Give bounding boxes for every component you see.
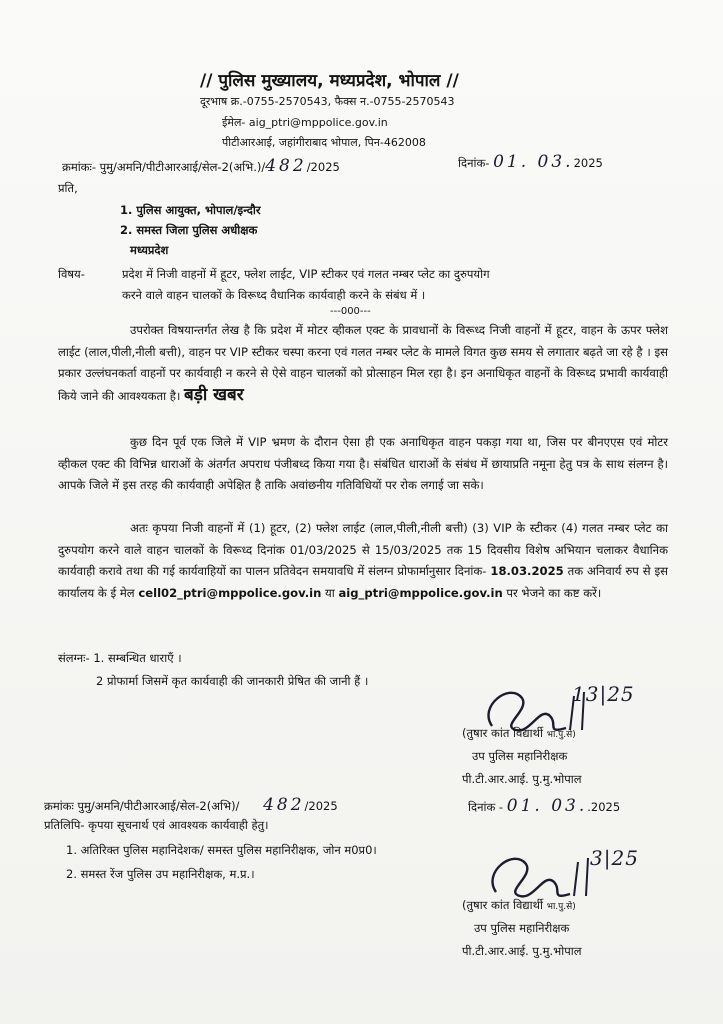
copy-item-1: 1. अतिरिक्त पुलिस महानिदेशक/ समस्त पुलिस महानिरीक्षक, जोन म0प्र0। xyxy=(66,843,377,857)
signature-2-handwritten-date: 3|25 xyxy=(590,846,639,870)
reference-number-handwritten: 482 xyxy=(265,156,307,176)
body-paragraph-1-text: उपरोक्त विषयान्तर्गत लेख है कि प्रदेश में मोटर व्हीकल एक्ट के प्रावधानों के विरूध्द निजी वाहनों में हूटर, वाहन के ऊपर फ्लेश लाईट (लाल,पीली,नीली बत्ती), वाहन पर VIP स्टीकर चस्पा करना एवं गलत नम्बर प्लेट के मामले विगत कुछ समय से लगातार बढ़ते जा रहे है । इस प्रकार उल्लंघनकर्ता वाहनों पर कार्यवाही न करने से ऐसे वाहन चालकों को प्रोत्साहन मिल रहा है। इन अनाधिकृत वाहनों के विरूध्द प्रभावी कार्यवाही किये जाने की आवश्यकता है। xyxy=(58,323,668,403)
copy-number-prefix: क्रमांकः पुमु/अमनि/पीटीआरआई/सेल-2(अभि)/ xyxy=(44,799,240,813)
letterhead-title: // पुलिस मुख्यालय, मध्यप्रदेश, भोपाल // xyxy=(200,71,459,91)
recipient-1: 1. पुलिस आयुक्त, भोपाल/इन्दौर xyxy=(120,203,261,217)
signature-1-name-text: (तुषार कांत विद्यार्थी xyxy=(462,726,543,740)
signature-2-designation: उप पुलिस महानिरीक्षक xyxy=(474,921,570,935)
subject-line-2: करने वाले वाहन चालकों के विरूध्द वैधानिक कार्यवाही करने के संबंध में । xyxy=(122,288,426,302)
body-paragraph-3 xyxy=(58,518,668,604)
signature-1-service: भा.पु.से) xyxy=(546,730,576,740)
body-paragraph-1 xyxy=(58,320,668,407)
signature-1-handwritten-date: 13|25 xyxy=(572,682,635,706)
reference-date xyxy=(458,152,603,172)
copy-year: /2025 xyxy=(304,799,338,813)
subject-label: विषय- xyxy=(58,267,85,281)
copy-date-handwritten: 01. 03. xyxy=(506,796,588,816)
signature-2-service: भा.पु.से) xyxy=(546,902,576,912)
copy-date-year: .2025 xyxy=(587,800,621,814)
reference-year: /2025 xyxy=(306,160,340,174)
body-paragraph-3-d: पर भेजने का कष्ट करें। xyxy=(506,585,602,600)
body-paragraph-3-a: अतः कृपया निजी वाहनों में (1) हूटर, (2) फ्लेश लाईट (लाल,पीली,नीली बत्ती) (3) VIP के स्टीकर (4) गलत नम्बर प्लेट का दुरुपयोग करने वाले वाहन चालकों के विरूध्द दिनांक 01/03/2025 से 15/03/2025 तक 15 दिवसीय विशेष अभियान चलाकर वैधानिक कार्यवाही करावे तथा की गई कार्यवाहियों का पालन प्रतिवेदन समयावधि में संलग्न प्रोफार्मानुसार दिनांक- xyxy=(58,521,668,578)
reference-date-label: दिनांक- xyxy=(458,156,490,170)
letterhead-phone: दूरभाष क्र.-0755-2570543, फैक्स न.-0755-2570543 xyxy=(200,95,455,108)
signature-2-name-text: (तुषार कांत विद्यार्थी xyxy=(462,898,543,912)
letterhead-email: ईमेल- aig_ptri@mppolice.gov.in xyxy=(222,116,388,129)
subject-line-1: प्रदेश में निजी वाहनों में हूटर, फ्लेश लाईट, VIP स्टीकर एवं गलत नम्बर प्लेट का दुरुपयोग xyxy=(122,267,490,281)
enclosure-item-2: 2 प्रोफार्मा जिसमें कृत कार्यवाही की जानकारी प्रेषित की जानी हैं । xyxy=(96,674,369,688)
signature-1-name xyxy=(462,726,576,741)
news-badge: बड़ी खबर xyxy=(184,384,244,405)
email-link-aig[interactable]: aig_ptri@mppolice.gov.in xyxy=(338,585,503,600)
body-paragraph-2: कुछ दिन पूर्व एक जिले में VIP भ्रमण के दौरान ऐसा ही एक अनाधिकृत वाहन पकड़ा गया था, जिस पर बीनएएस एवं मोटर व्हीकल एक्ट की विभिन्न धाराओं के अंतर्गत अपराध पंजीबध्द किया गया है। संबंधित धाराओं के संबंध में छायाप्रति नमूना हेतु पत्र के साथ संलग्न है। आपके जिले में इस तरह की कार्यवाही अपेक्षित है ताकि अवांछनीय गतिविधियों पर रोक लगाई जा सके। xyxy=(58,435,668,492)
signature-2-office: पी.टी.आर.आई. पु.मु.भोपाल xyxy=(462,944,582,958)
copy-reference-line xyxy=(44,795,338,815)
body-paragraph-3-b: तक अनिवार्य रुप से इस कार्यालय के ई मेल xyxy=(58,564,669,600)
recipient-state: मध्यप्रदेश xyxy=(130,243,169,257)
copy-item-2: 2. समस्त रेंज पुलिस उप महानिरीक्षक, म.प्र.। xyxy=(66,867,255,881)
reference-line xyxy=(62,156,340,176)
signature-1-designation: उप पुलिस महानिरीक्षक xyxy=(472,749,568,763)
enclosure-label: संलग्नः- 1. सम्बन्धित धाराएँ । xyxy=(58,651,182,665)
subject-divider: ---000--- xyxy=(330,306,371,317)
letterhead-address: पीटीआरआई, जहांगीराबाद भोपाल, पिन-462008 xyxy=(222,136,426,149)
copy-intro: प्रतिलिपि- कृपया सूचनार्थ एवं आवश्यक कार्यवाही हेतु। xyxy=(44,818,269,832)
reference-date-year: 2025 xyxy=(573,156,603,170)
to-label: प्रति, xyxy=(58,181,78,195)
copy-number-handwritten: 482 xyxy=(263,795,305,815)
signature-1-office: पी.टी.आर.आई. पु.मु.भोपाल xyxy=(462,772,582,786)
recipient-2: 2. समस्त जिला पुलिस अधीक्षक xyxy=(120,223,258,237)
reference-date-handwritten: 01. 03. xyxy=(493,152,574,172)
copy-date xyxy=(468,796,620,816)
reference-number-prefix: क्रमांकः- पुमु/अमनि/पीटीआरआई/सेल-2(अभि.)/ xyxy=(62,160,266,174)
deadline-date: 18.03.2025 xyxy=(490,564,564,578)
signature-2-name xyxy=(462,898,576,913)
copy-date-label: दिनांक - xyxy=(468,800,504,814)
body-paragraph-3-c: या xyxy=(325,585,335,600)
email-link-cell02[interactable]: cell02_ptri@mppolice.gov.in xyxy=(138,585,322,600)
